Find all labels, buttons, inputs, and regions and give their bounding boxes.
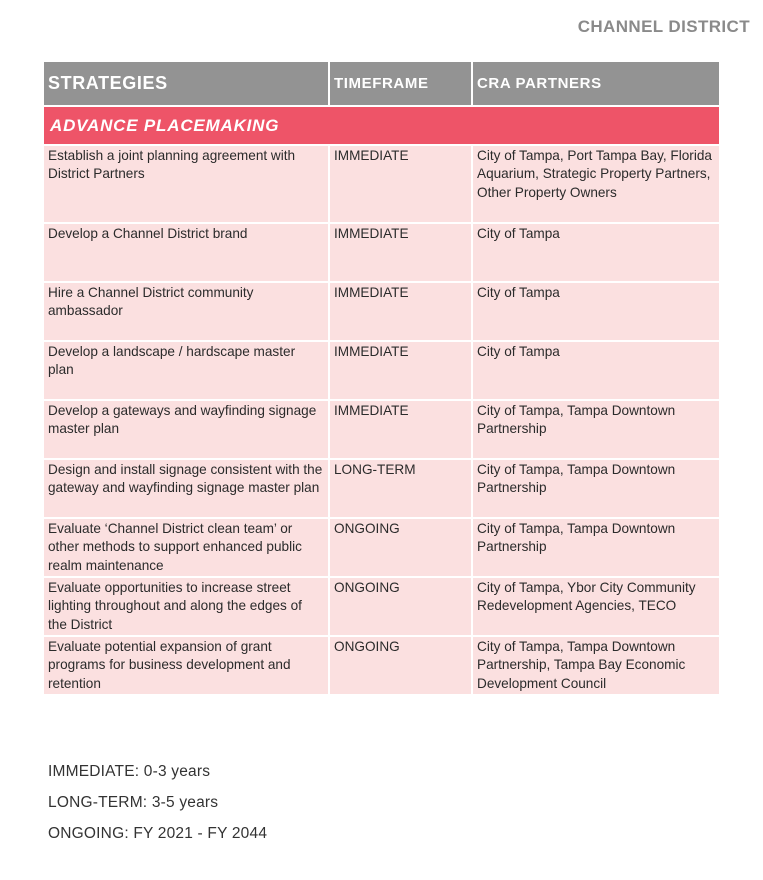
table-row: [44, 460, 719, 517]
legend-item-ongoing: ONGOING: FY 2021 - FY 2044: [48, 825, 268, 842]
partners-cell: City of Tampa, Ybor City Community Redevelopment Agencies, TECO: [473, 578, 719, 635]
table-header-row: [44, 62, 719, 105]
legend-item-immediate: IMMEDIATE: 0-3 years: [48, 763, 211, 780]
table-body: [44, 146, 719, 694]
timeframe-cell: IMMEDIATE: [330, 342, 471, 399]
section-title-advance-placemaking: ADVANCE PLACEMAKING: [44, 107, 719, 144]
table-row: [44, 519, 719, 576]
column-header-timeframe: TIMEFRAME: [330, 62, 471, 105]
table-row: [44, 578, 719, 635]
partners-cell: City of Tampa: [473, 224, 719, 281]
partners-cell: City of Tampa, Tampa Downtown Partnership: [473, 519, 719, 576]
timeframe-cell: IMMEDIATE: [330, 283, 471, 340]
legend-item-long-term: LONG-TERM: 3-5 years: [48, 794, 219, 811]
timeframe-cell: ONGOING: [330, 578, 471, 635]
column-header-cra-partners: CRA PARTNERS: [473, 62, 719, 105]
table-row: [44, 342, 719, 399]
table-row: [44, 637, 719, 694]
table-row: [44, 283, 719, 340]
strategy-cell: Develop a landscape / hardscape master plan: [44, 342, 328, 399]
strategy-cell: Hire a Channel District community ambassador: [44, 283, 328, 340]
timeframe-cell: IMMEDIATE: [330, 401, 471, 458]
table-row: [44, 146, 719, 222]
page-header-district: CHANNEL DISTRICT: [577, 17, 750, 36]
partners-cell: City of Tampa: [473, 283, 719, 340]
partners-cell: City of Tampa, Tampa Downtown Partnership: [473, 460, 719, 517]
timeframe-cell: IMMEDIATE: [330, 224, 471, 281]
partners-cell: City of Tampa, Tampa Downtown Partnership, Tampa Bay Economic Development Council: [473, 637, 719, 694]
partners-cell: City of Tampa, Tampa Downtown Partnership: [473, 401, 719, 458]
timeframe-cell: LONG-TERM: [330, 460, 471, 517]
strategy-cell: Evaluate ‘Channel District clean team’ or other methods to support enhanced public realm maintenance: [44, 519, 328, 576]
timeframe-cell: ONGOING: [330, 519, 471, 576]
timeframe-legend: [48, 762, 267, 855]
table-row: [44, 224, 719, 281]
strategies-table: [44, 62, 719, 696]
strategy-cell: Develop a Channel District brand: [44, 224, 328, 281]
partners-cell: City of Tampa, Port Tampa Bay, Florida Aquarium, Strategic Property Partners, Other Property Owners: [473, 146, 719, 222]
strategy-cell: Evaluate opportunities to increase street lighting throughout and along the edges of the District: [44, 578, 328, 635]
strategy-cell: Design and install signage consistent with the gateway and wayfinding signage master plan: [44, 460, 328, 517]
timeframe-cell: IMMEDIATE: [330, 146, 471, 222]
column-header-strategies: STRATEGIES: [44, 62, 328, 105]
partners-cell: City of Tampa: [473, 342, 719, 399]
timeframe-cell: ONGOING: [330, 637, 471, 694]
strategy-cell: Establish a joint planning agreement with District Partners: [44, 146, 328, 222]
table-row: [44, 401, 719, 458]
strategy-cell: Evaluate potential expansion of grant programs for business development and retention: [44, 637, 328, 694]
strategy-cell: Develop a gateways and wayfinding signage master plan: [44, 401, 328, 458]
